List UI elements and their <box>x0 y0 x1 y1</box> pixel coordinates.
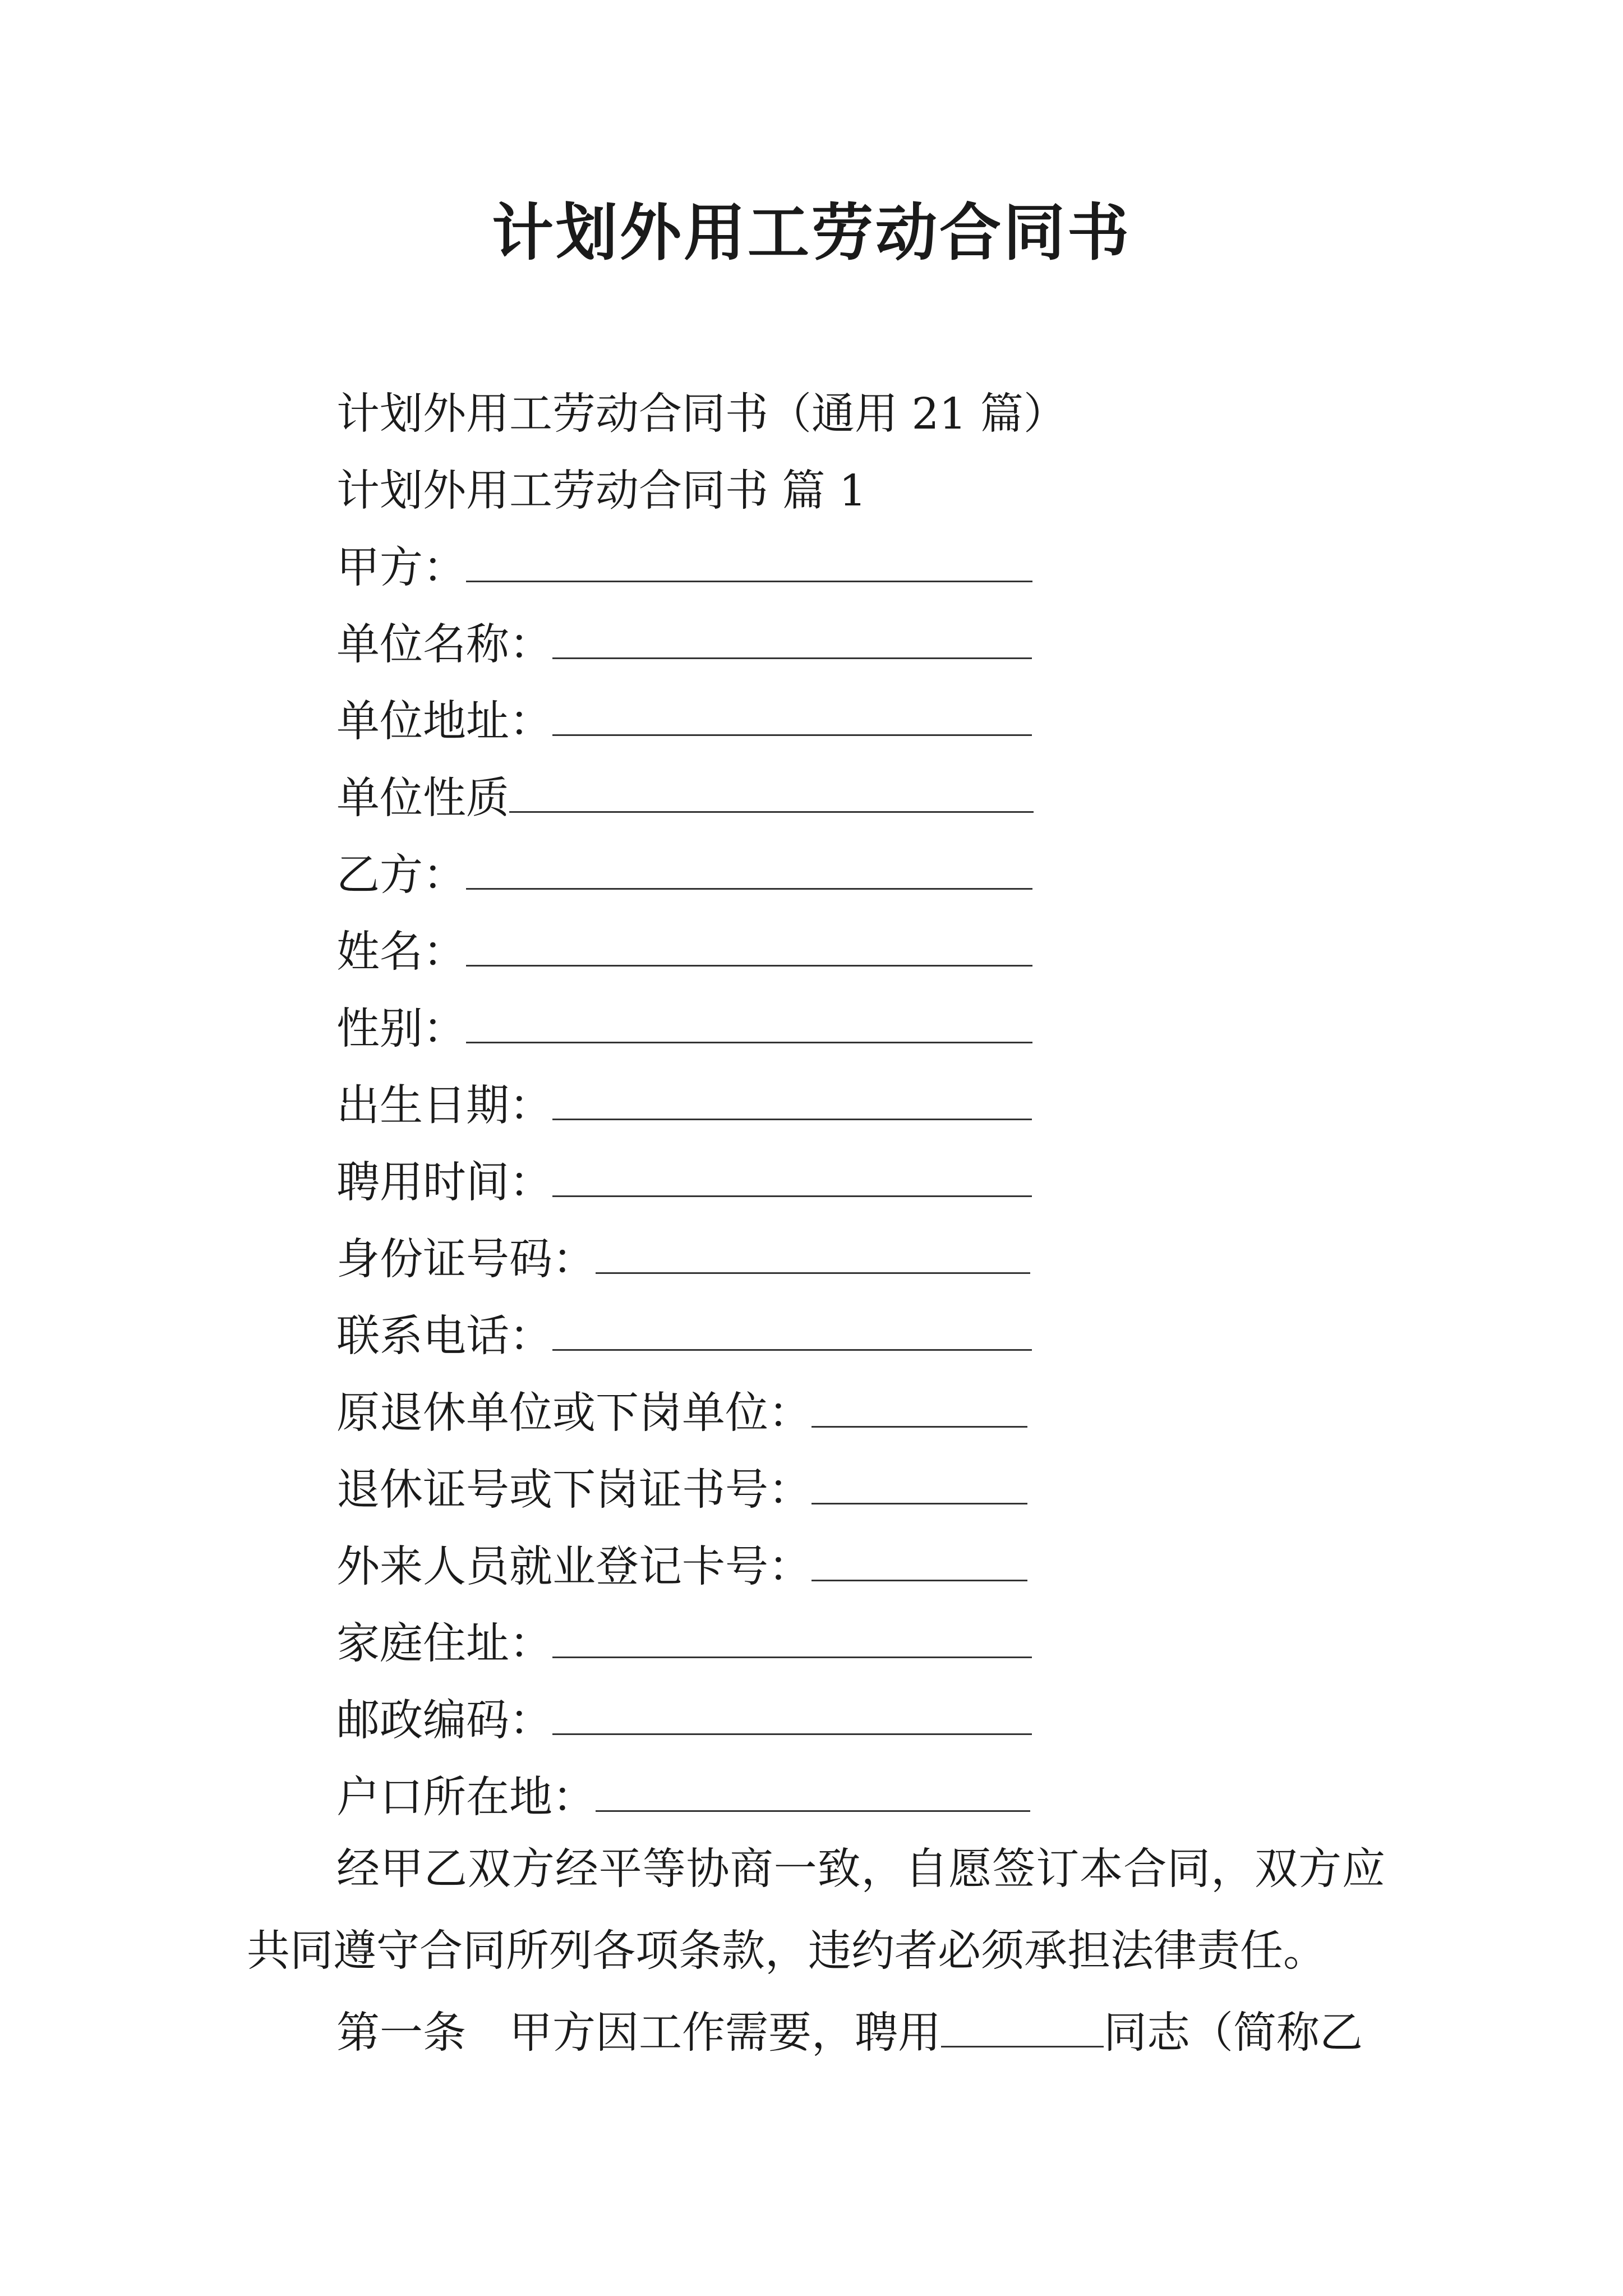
field-label: 邮政编码： <box>336 1696 552 1746</box>
fill-in-blank[interactable] <box>552 618 1032 659</box>
fill-in-blank[interactable] <box>509 772 1034 813</box>
field-phone <box>336 1298 1290 1375</box>
article-1-prefix: 第一条 甲方因工作需要，聘用 <box>336 2008 941 2058</box>
fill-in-blank[interactable] <box>552 1617 1032 1658</box>
fill-in-blank[interactable] <box>941 2007 1104 2047</box>
field-party-a <box>336 530 1290 606</box>
article-1-paragraph <box>247 1993 1385 2074</box>
fill-in-blank[interactable] <box>552 695 1032 736</box>
field-label: 乙方： <box>336 850 466 900</box>
fill-in-blank[interactable] <box>552 1694 1032 1735</box>
subtitle: 计划外用工劳动合同书（通用 21 篇） <box>336 389 1067 439</box>
field-label: 姓名： <box>336 927 466 977</box>
field-id-number <box>336 1221 1290 1298</box>
field-household-registration <box>336 1759 1290 1836</box>
field-label: 身份证号码： <box>336 1235 596 1285</box>
field-label: 聘用时间： <box>336 1158 552 1208</box>
field-label: 出生日期： <box>336 1081 552 1131</box>
field-unit-address <box>336 683 1290 760</box>
field-label: 户口所在地： <box>336 1773 596 1823</box>
field-postal-code <box>336 1682 1290 1759</box>
fill-in-blank[interactable] <box>811 1540 1027 1581</box>
fill-in-blank[interactable] <box>811 1387 1027 1428</box>
field-party-b <box>336 837 1290 914</box>
field-gender <box>336 991 1290 1068</box>
field-label: 单位地址： <box>336 697 552 747</box>
field-birth-date <box>336 1068 1290 1144</box>
fill-in-blank[interactable] <box>466 926 1032 967</box>
agreement-paragraph: 经甲乙双方经平等协商一致，自愿签订本合同，双方应共同遵守合同所列各项条款，违约者必须承担法律责任。 <box>247 1844 1385 1976</box>
field-label: 外来人员就业登记卡号： <box>336 1542 811 1592</box>
field-name <box>336 914 1290 991</box>
field-label: 性别： <box>336 1004 466 1054</box>
section-heading: 计划外用工劳动合同书 篇 1 <box>336 466 866 516</box>
field-employment-card <box>336 1529 1290 1605</box>
fill-in-blank[interactable] <box>596 1233 1030 1274</box>
field-home-address <box>336 1605 1290 1682</box>
field-employment-period <box>336 1144 1290 1221</box>
fill-in-blank[interactable] <box>466 541 1032 582</box>
field-unit-nature <box>336 760 1290 837</box>
article-1-suffix: 同志（简称乙 <box>1104 2008 1363 2058</box>
field-label: 家庭住址： <box>336 1619 552 1669</box>
field-label: 联系电话： <box>336 1312 552 1361</box>
fill-in-blank[interactable] <box>552 1156 1032 1197</box>
fill-in-blank[interactable] <box>811 1464 1027 1504</box>
field-unit-name <box>336 606 1290 683</box>
fill-in-blank[interactable] <box>552 1079 1032 1120</box>
field-label: 甲方： <box>336 543 466 593</box>
field-retirement-cert <box>336 1452 1290 1529</box>
fill-in-blank[interactable] <box>466 849 1032 890</box>
field-label: 单位性质 <box>336 774 509 823</box>
fill-in-blank[interactable] <box>466 1002 1032 1043</box>
field-label: 原退休单位或下岗单位： <box>336 1388 811 1438</box>
document-title: 计划外用工劳动合同书 <box>492 196 1131 269</box>
fill-in-blank[interactable] <box>596 1771 1030 1812</box>
field-former-employer <box>336 1375 1290 1452</box>
contract-header-block <box>336 376 1290 1836</box>
field-label: 单位名称： <box>336 620 552 670</box>
field-label: 退休证号或下岗证书号： <box>336 1465 811 1515</box>
fill-in-blank[interactable] <box>552 1310 1032 1351</box>
